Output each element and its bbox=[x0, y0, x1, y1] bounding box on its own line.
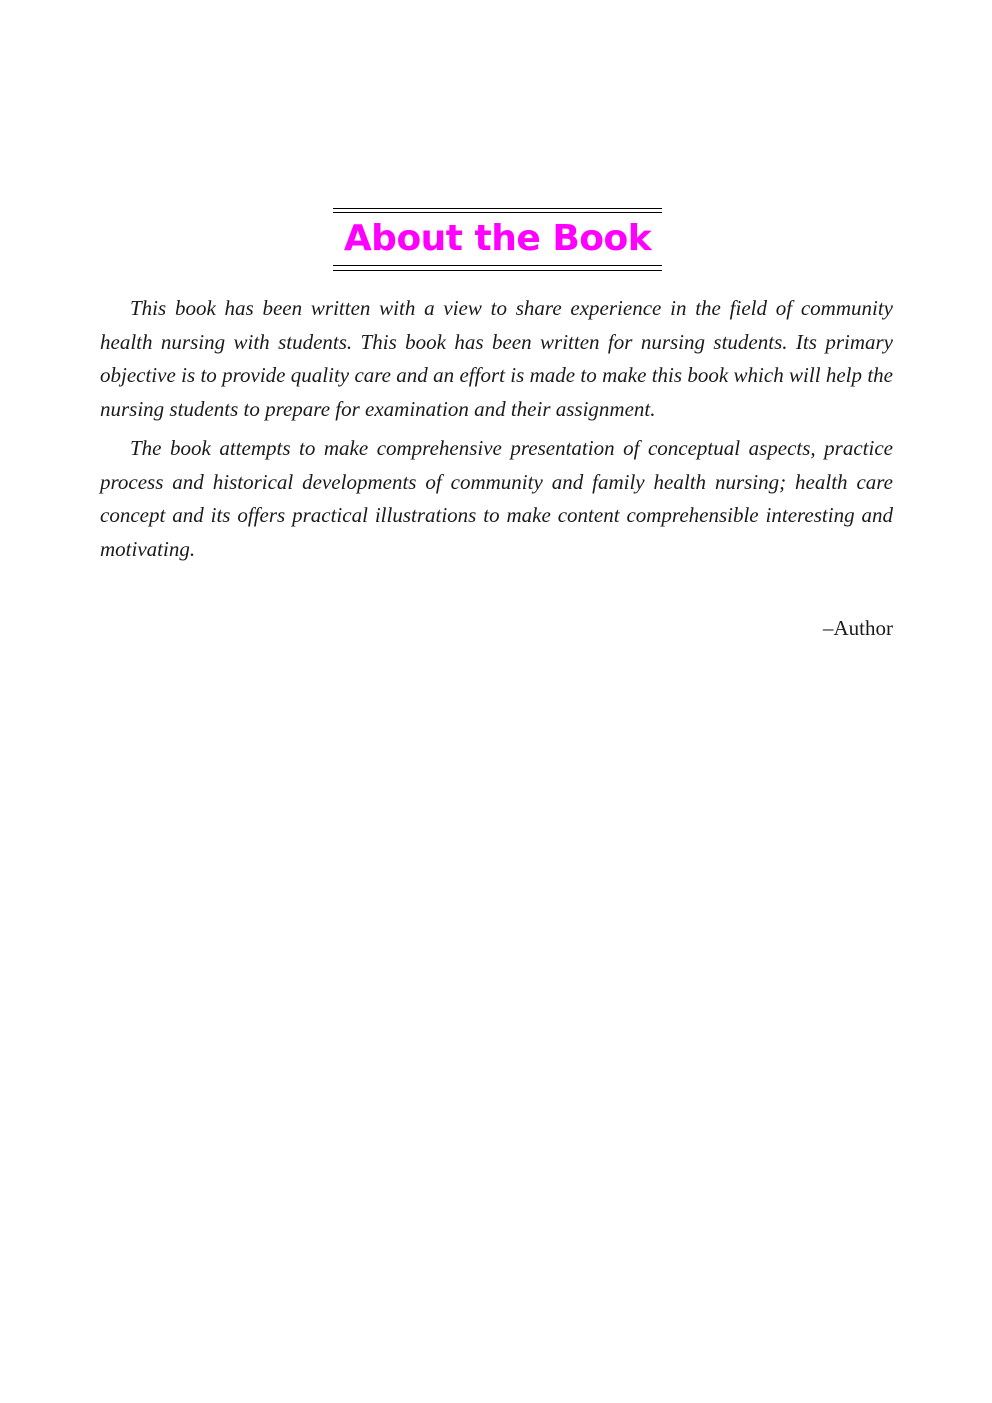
body-text bbox=[100, 292, 893, 572]
paragraph-1: This book has been written with a view to share experience in the field of community health nursing with students. This book has been written for nursing students. Its primary objective is to provide quality care and an effort is made to make this book which will help the nursing students to prepare for examination and their assignment. bbox=[100, 296, 893, 421]
title-rule-bottom-outer bbox=[333, 270, 662, 271]
title-rule-top-outer bbox=[333, 208, 662, 209]
title-rule-bottom-inner bbox=[333, 265, 662, 266]
title-block bbox=[333, 207, 662, 273]
author-signature: –Author bbox=[823, 616, 893, 640]
paragraph-2: The book attempts to make comprehensive presentation of conceptual aspects, practice process and historical developments of community and family health nursing; health care concept and its offers practical illustrations to make content comprehensible interesting and motivating. bbox=[100, 436, 893, 561]
page-title: About the Book bbox=[343, 218, 652, 259]
